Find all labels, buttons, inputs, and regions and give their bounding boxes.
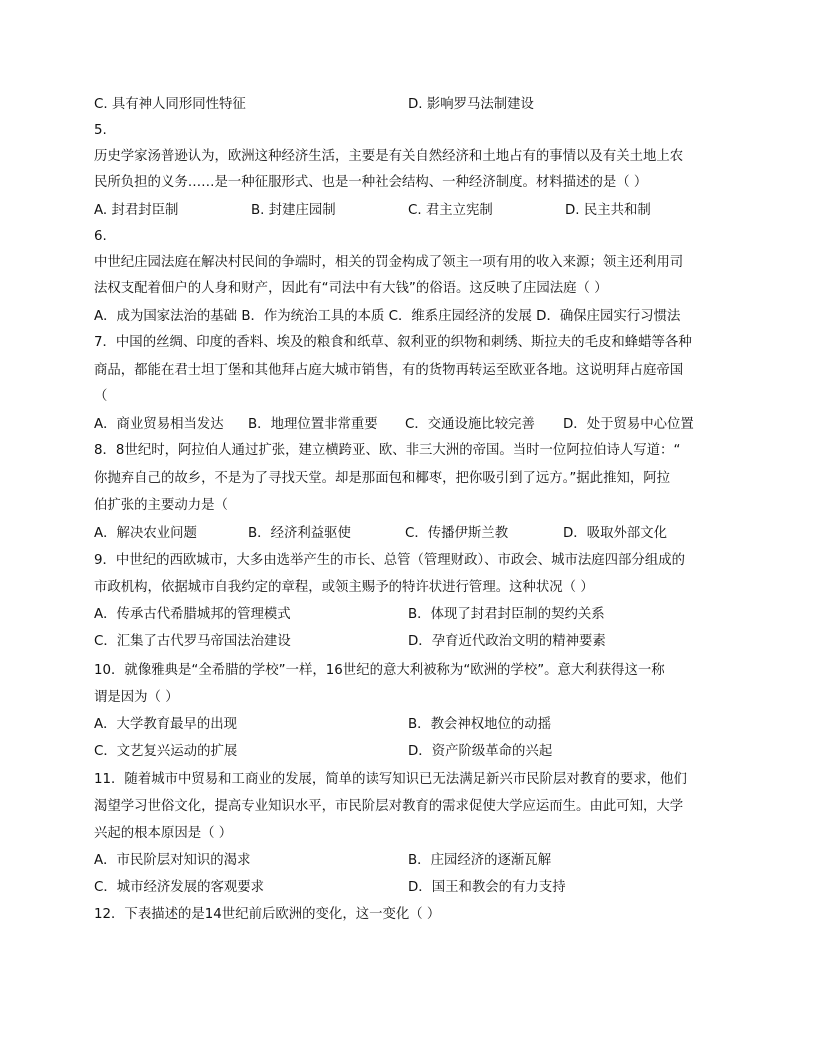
q7-stem-line-3: （ bbox=[94, 389, 108, 404]
q10-option-d: D．资产阶级革命的兴起 bbox=[408, 744, 553, 759]
q11-option-c: C．城市经济发展的客观要求 bbox=[94, 880, 265, 895]
q8-option-b: B．经济利益驱使 bbox=[248, 526, 351, 541]
q12-stem-line-1: 12．下表描述的是14世纪前后欧洲的变化，这一变化（ ） bbox=[94, 907, 441, 922]
q5-option-b: B. 封建庄园制 bbox=[251, 203, 336, 218]
q5-option-d: D. 民主共和制 bbox=[565, 203, 651, 218]
q10-option-a: A．大学教育最早的出现 bbox=[94, 717, 238, 732]
q8-stem-line-2: 你抛弃自己的故乡，不是为了寻找天堂。却是那面包和椰枣，把你吸引到了远方。”据此推知，阿拉 bbox=[94, 471, 671, 486]
q7-option-b: B．地理位置非常重要 bbox=[248, 417, 378, 432]
q6-number: 6. bbox=[94, 229, 107, 244]
q9-option-d: D．孕育近代政治文明的精神要素 bbox=[408, 634, 606, 649]
q5-option-a: A. 封君封臣制 bbox=[94, 203, 179, 218]
q9-option-a: A．传承古代希腊城邦的管理模式 bbox=[94, 607, 291, 622]
q11-option-d: D．国王和教会的有力支持 bbox=[408, 880, 566, 895]
q6-stem-line-1: 中世纪庄园法庭在解决村民间的争端时，相关的罚金构成了领主一项有用的收入来源；领主还利用司 bbox=[94, 255, 684, 270]
q9-option-b: B．体现了封君封臣制的契约关系 bbox=[408, 607, 605, 622]
q11-option-b: B．庄园经济的逐渐瓦解 bbox=[408, 853, 552, 868]
q11-stem-line-1: 11．随着城市中贸易和工商业的发展，简单的读写知识已无法满足新兴市民阶层对教育的要求，他们 bbox=[94, 772, 687, 787]
q6-options: A．成为国家法治的基础 B．作为统治工具的本质 C．维系庄园经济的发展 D．确保庄园实行习惯法 bbox=[94, 309, 681, 324]
q7-stem-line-2: 商品，都能在君士坦丁堡和其他拜占庭大城市销售，有的货物再转运至欧亚各地。这说明拜占庭帝国 bbox=[94, 363, 684, 378]
q4-option-c: C. 具有神人同形同性特征 bbox=[94, 97, 246, 112]
q8-option-c: C．传播伊斯兰教 bbox=[405, 526, 509, 541]
q8-option-a: A．解决农业问题 bbox=[94, 526, 197, 541]
q11-stem-line-2: 渴望学习世俗文化，提高专业知识水平，市民阶层对教育的需求促使大学应运而生。由此可知，大学 bbox=[94, 799, 684, 814]
q10-stem-line-1: 10．就像雅典是“全希腊的学校”一样，16世纪的意大利被称为“欧洲的学校”。意大利获得这一称 bbox=[94, 663, 665, 678]
q8-option-d: D．吸取外部文化 bbox=[563, 526, 668, 541]
q5-number: 5. bbox=[94, 123, 107, 138]
q10-option-c: C．文艺复兴运动的扩展 bbox=[94, 744, 238, 759]
q7-option-a: A．商业贸易相当发达 bbox=[94, 417, 224, 432]
q5-stem-line-1: 历史学家汤普逊认为，欧洲这种经济生活，主要是有关自然经济和土地占有的事情以及有关土地上农 bbox=[94, 149, 684, 164]
q6-stem-line-2: 法权支配着佃户的人身和财产，因此有“司法中有大钱”的俗语。这反映了庄园法庭（ ） bbox=[94, 281, 608, 296]
q10-option-b: B．教会神权地位的动摇 bbox=[408, 717, 552, 732]
q7-stem-line-1: 7．中国的丝绸、印度的香料、埃及的粮食和纸草、叙利亚的织物和刺绣、斯拉夫的毛皮和蜂蜡等各种 bbox=[94, 335, 692, 350]
q10-stem-line-2: 谓是因为（ ） bbox=[94, 690, 179, 705]
q5-stem-line-2: 民所负担的义务……是一种征服形式、也是一种社会结构、一种经济制度。材料描述的是（ ） bbox=[94, 175, 648, 190]
q9-stem-line-2: 市政机构，依据城市自我约定的章程，或领主赐予的特许状进行管理。这种状况（ ） bbox=[94, 580, 594, 595]
q11-option-a: A．市民阶层对知识的渴求 bbox=[94, 853, 251, 868]
q4-option-d: D. 影响罗马法制建设 bbox=[408, 97, 534, 112]
q5-option-c: C. 君主立宪制 bbox=[408, 203, 493, 218]
q9-option-c: C．汇集了古代罗马帝国法治建设 bbox=[94, 634, 291, 649]
q7-option-d: D．处于贸易中心位置 bbox=[563, 417, 694, 432]
q7-option-c: C．交通设施比较完善 bbox=[405, 417, 535, 432]
q11-stem-line-3: 兴起的根本原因是（ ） bbox=[94, 826, 233, 841]
q8-stem-line-3: 伯扩张的主要动力是（ bbox=[94, 498, 228, 513]
q9-stem-line-1: 9．中世纪的西欧城市，大多由选举产生的市长、总管（管理财政）、市政会、城市法庭四部分组成的 bbox=[94, 553, 686, 568]
q8-stem-line-1: 8．8世纪时，阿拉伯人通过扩张，建立横跨亚、欧、非三大洲的帝国。当时一位阿拉伯诗人写道：“ bbox=[94, 443, 681, 458]
